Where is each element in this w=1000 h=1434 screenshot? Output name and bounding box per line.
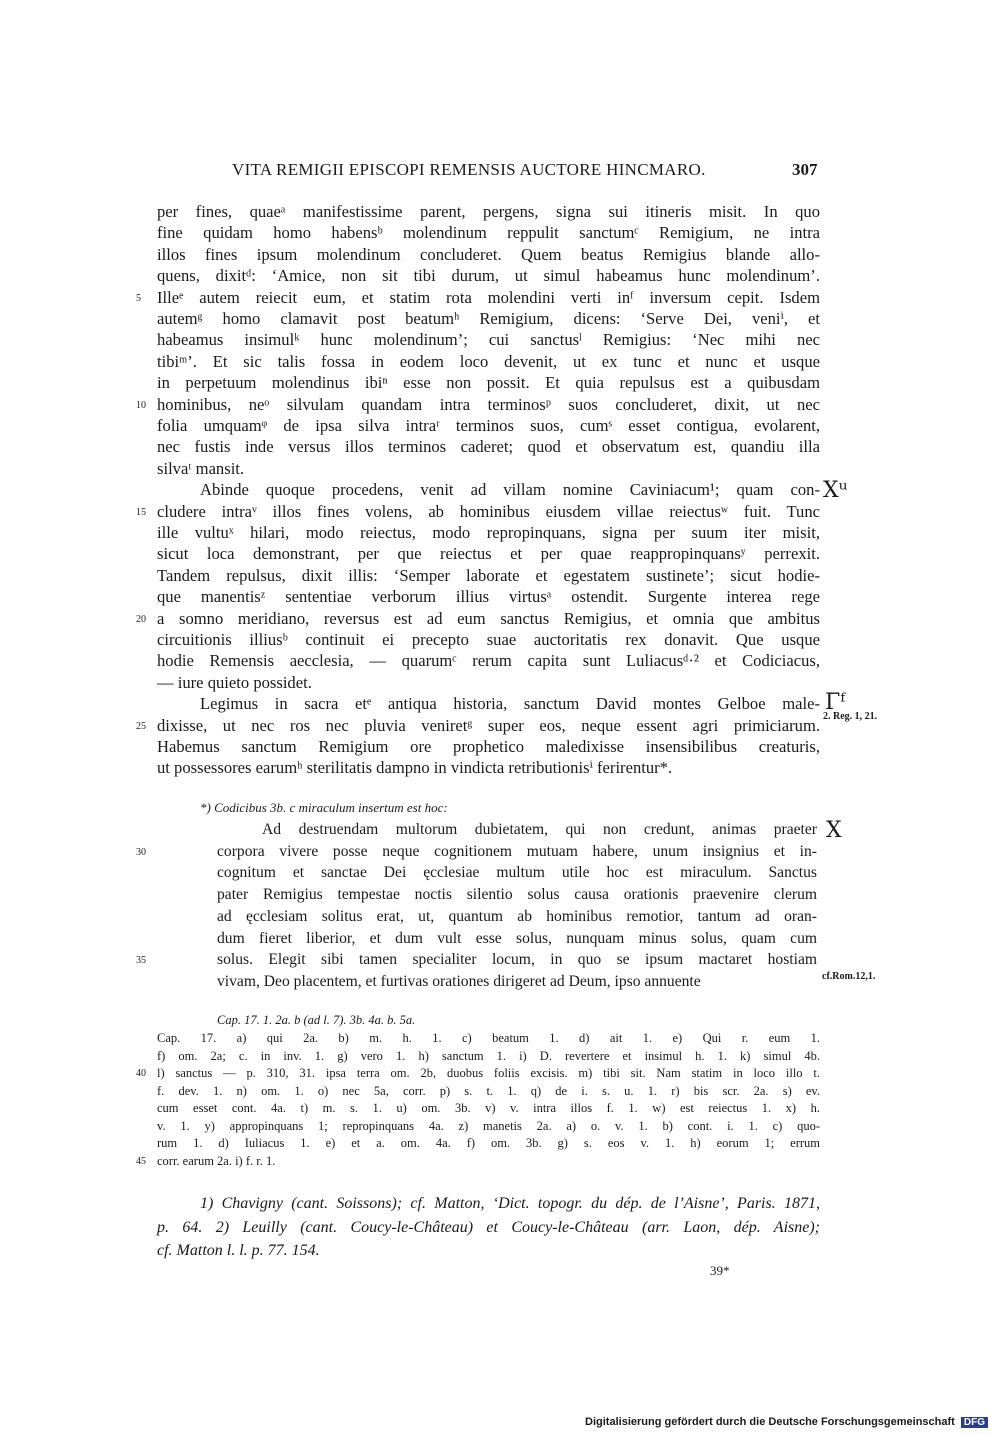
line-number: 5 — [136, 292, 141, 304]
insertion-line: cognitum et sanctae Dei ęcclesiae multum utile hoc est miraculum. Sanctus — [217, 864, 817, 882]
signature-mark: 39* — [710, 1263, 730, 1278]
text-line: Habemus sanctum Remigium ore prophetico maledixisse insensibilibus creaturis, — [157, 737, 820, 756]
insertion-line: ad ęcclesiam solitus erat, ut, quantum ab hominibus remotior, tantum ad oran- — [217, 907, 817, 925]
text-line: tibiᵐ’. Et sic talis fossa in eodem loco devenit, ut ex tunc et nunc et usque — [157, 351, 820, 371]
text-line: que manentisᶻ sententiae verborum illius virtusᵃ ostendit. Surgente interea rege — [157, 587, 820, 607]
margin-mark-x2: X — [826, 818, 842, 843]
margin-mark-gamma: Γᶠ — [825, 690, 846, 715]
text-line: Legimus in sacra etᵉ antiqua historia, sanctum David montes Gelboe male- — [200, 694, 820, 714]
text-line: hodie Remensis aecclesia, — quarumᶜ rerum capita sunt Luliacusᵈ·² et Codiciacus, — [157, 651, 820, 671]
text-line: circuitionis illiusᵇ continuit ei precepto suae auctoritatis rex donavit. Que usque — [157, 630, 820, 649]
insertion-line: solus. Elegit sibi tamen specialiter locum, in quo se ipsum mactaret hostiam — [217, 951, 817, 969]
line-number: 10 — [136, 399, 146, 411]
text-line: fine quidam homo habensᵇ molendinum reppulit sanctumᶜ Remigium, ne intra — [157, 223, 820, 243]
margin-mark-x: Xᵘ — [823, 478, 848, 503]
text-line: silvaᵗ mansit. — [157, 458, 245, 478]
dfg-logo: DFG — [961, 1417, 988, 1428]
line-number: 30 — [136, 846, 146, 858]
footnote-line: cf. Matton l. l. p. 77. 154. — [157, 1242, 320, 1259]
footnote-line: 1) Chavigny (cant. Soissons); cf. Matton, ‘Dict. topogr. du dép. de l’Aisne’, Paris. 1871, — [200, 1195, 820, 1212]
line-number: 40 — [136, 1068, 146, 1079]
text-line: quens, dixitᵈ: ‘Amice, non sit tibi durum, ut simul habeamus hunc molendinum’. — [157, 266, 820, 286]
text-line: ille vultuˣ hilari, modo reiectus, modo repropinquans, signa per suum iter misit, — [157, 523, 820, 542]
apparatus-cap-line: Cap. 17. 1. 2a. b (ad l. 7). 3b. 4a. b. 5a. — [217, 1013, 416, 1027]
text-line: autemᵍ homo clamavit post beatumʰ Remigium, dicens: ‘Serve Dei, veniⁱ, et — [157, 309, 820, 328]
line-number: 45 — [136, 1155, 146, 1167]
dfg-footer — [585, 1416, 988, 1428]
apparatus-line: f) om. 2a; c. in inv. 1. g) vero 1. h) sanctum 1. i) D. revertere et insimul h. 1. k) simul 4b. — [157, 1048, 820, 1063]
insertion-line: corpora vivere posse neque cognitionem mutuam habere, unum insignius et in- — [217, 842, 817, 860]
apparatus-line: rum 1. d) Iuliacus 1. e) et a. om. 4a. f) om. 3b. g) s. eos v. 1. h) eorum 1; errum — [157, 1136, 820, 1150]
text-line: in perpetuum molendinus ibiⁿ esse non possit. Et quia repulsus est a quibusdam — [157, 373, 820, 393]
insertion-line: dum fieret liberior, et dum vult esse solus, nunquam minus solus, quam cum — [217, 929, 817, 947]
apparatus-line: corr. earum 2a. i) f. r. 1. — [157, 1153, 276, 1168]
text-line: Illeᵉ autem reiecit eum, et statim rota molendini verti inᶠ inversum cepit. Isdem — [157, 287, 820, 307]
text-line: habeamus insimulᵏ hunc molendinum’; cui sanctusˡ Remigius: ‘Nec mihi nec — [157, 330, 820, 350]
text-line: per fines, quaeᵃ manifestissime parent, pergens, signa sui itineris misit. In quo — [157, 202, 820, 221]
apparatus-line: Cap. 17. a) qui 2a. b) m. h. 1. c) beatum 1. d) ait 1. e) Qui r. eum 1. — [157, 1031, 820, 1045]
running-header: VITA REMIGII EPISCOPI REMENSIS AUCTORE HINCMARO. — [232, 160, 706, 179]
margin-ref-rom: cf.Rom.12,1. — [822, 971, 876, 982]
line-number: 15 — [136, 506, 146, 518]
insertion-intro: *) Codicibus 3b. c miraculum insertum est hoc: — [200, 800, 448, 815]
apparatus-line: cum esset cont. 4a. t) m. s. 1. u) om. 3b. v) v. intra illos f. 1. w) est reiectus 1. x) h. — [157, 1101, 820, 1115]
text-line: ut possessores earumʰ sterilitatis dampno in vindicta retributionisⁱ ferirentur*. — [157, 758, 673, 778]
page-number: 307 — [792, 160, 818, 179]
text-line: Tandem repulsus, dixit illis: ‘Semper laborate et egestatem sustinete’; sicut hodie- — [157, 565, 820, 585]
line-number: 20 — [136, 613, 146, 625]
dfg-footer-text: Digitalisierung gefördert durch die Deutsche Forschungsgemeinschaft — [585, 1416, 955, 1428]
text-line: hominibus, neᵒ silvulam quandam intra terminosᵖ suos concluderet, dixit, ut nec — [157, 394, 820, 414]
apparatus-line: f. dev. 1. n) om. 1. o) nec 5a, corr. p) s. t. 1. q) de i. s. u. 1. r) bis scr. 2a. s) ev. — [157, 1083, 820, 1098]
text-line: sicut loca demonstrant, per que reiectus et per quae reappropinquansʸ perrexit. — [157, 544, 820, 564]
apparatus-line: v. 1. y) appropinquans 1; repropinquans 4a. z) manetis 2a. a) o. v. 1. b) cont. i. 1. c) quo- — [157, 1118, 820, 1133]
line-number: 35 — [136, 955, 146, 967]
text-line: illos fines ipsum molendinum concluderet. Quem beatus Remigius blande allo- — [157, 244, 820, 264]
insertion-line: pater Remigius tempestae noctis silentio solus causa orationis praevenire clerum — [217, 886, 817, 904]
footnote-line: p. 64. 2) Leuilly (cant. Coucy-le-Château) et Coucy-le-Château (arr. Laon, dép. Aisne); — [157, 1218, 820, 1236]
margin-ref-reg: 2. Reg. 1, 21. — [823, 711, 878, 722]
text-line: — iure quieto possidet. — [157, 672, 312, 692]
text-line: nec fustis inde versus illos terminos caderet; quod et observatum est, quandiu illa — [157, 437, 820, 457]
insertion-line: vivam, Deo placentem, et furtivas orationes dirigeret ad Deum, ipso annuente — [217, 972, 701, 990]
line-number: 25 — [136, 720, 146, 732]
text-line: Abinde quoque procedens, venit ad villam nomine Caviniacum¹; quam con- — [200, 480, 820, 500]
text-line: dixisse, ut nec ros nec pluvia veniretᵍ super eos, neque essent agri primiciarum. — [157, 715, 820, 735]
insertion-line: Ad destruendam multorum dubietatem, qui non credunt, animas praeter — [262, 821, 817, 838]
text-line: folia umquamᵠ de ipsa silva intraʳ terminos suos, cumˢ esset contigua, evolarent, — [157, 416, 820, 435]
text-line: a somno meridiano, reversus est ad eum sanctus Remigius, et omnia que ambitus — [157, 608, 820, 628]
apparatus-line: l) sanctus — p. 310, 31. ipsa terra om. 2b, duobus foliis excisis. m) tibi sit. Nam statim in loco illo t. — [157, 1066, 820, 1080]
text-line: cludere intraᵛ illos fines volens, ab hominibus eiusdem villae reiectusʷ fuit. Tunc — [157, 501, 820, 521]
